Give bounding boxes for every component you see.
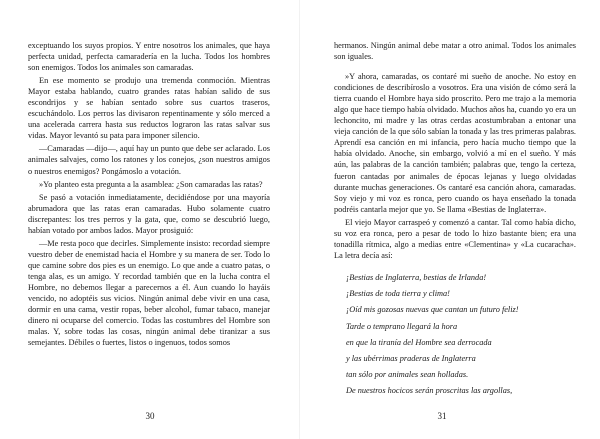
- paragraph: En ese momento se produjo una tremenda conmoción. Mientras Mayor estaba hablando, cuatro grandes ratas habían salido de sus escondrijos y se habían sentado sobre sus cuartos traseros, escuchándolo. Los perros las divisaron repentinamente y sólo merced a una acelerada carrera hasta sus reductos lograron las ratas salvar sus vidas. Mayor levantó su pata para imponer silencio.: [28, 76, 270, 141]
- paragraph: »Y ahora, camaradas, os contaré mi sueño de anoche. No estoy en condiciones de describíroslo a vosotros. Era una visión de cómo será la tierra cuando el Hombre haya sido proscrito. Pero me trajo a la memoria algo que hace tiempo había olvidado. Muchos años ha, cuando yo era un lechoncito, mi madre y las otras cerdas acostumbraban a entonar una vieja canción de la que sólo sabían la tonada y las tres primeras palabras. Aprendí esa canción en mi infancia, pero hacía mucho tiempo que la había olvidado. Anoche, sin embargo, volvió a mí en el sueño. Y más aún, las palabras de la canción también; palabras que, tengo la certeza, fueron cantadas por animales de épocas lejanas y luego olvidadas durante muchas generaciones. Os cantaré esa canción ahora, camaradas. Soy viejo y mi voz es ronca, pero cuando os haya enseñado la tonada podréis cantarla mejor que yo. Se llama «Bestias de Inglaterra».: [334, 72, 576, 214]
- paragraph: El viejo Mayor carraspeó y comenzó a cantar. Tal como había dicho, su voz era ronca, pero a pesar de todo lo hizo bastante bien; era una tonadilla rítmica, algo a medias entre «Clementina» y «La cucaracha». La letra decía así:: [334, 217, 576, 260]
- verse-line: ¡Bestias de Inglaterra, bestias de Irlanda!: [346, 272, 487, 282]
- paragraph: Se pasó a votación inmediatamente, decidiéndose por una mayoría abrumadora que las ratas eran camaradas. Hubo solamente cuatro discrepantes: los tres perros y la gata, que, como se descubrió luego, habían votado por ambos lados. Mayor prosiguió:: [28, 192, 270, 235]
- right-page-text: [334, 40, 576, 400]
- page-number-right: 31: [437, 411, 447, 421]
- song-verse: [334, 270, 576, 400]
- verse-line: tan sólo por animales sean holladas.: [346, 370, 469, 380]
- verse-line: ¡Oíd mis gozosas nuevas que cantan un futuro feliz!: [346, 305, 519, 315]
- paragraph: »Yo planteo esta pregunta a la asamblea: ¿Son camaradas las ratas?: [39, 179, 263, 189]
- verse-line: ¡Bestias de toda tierra y clima!: [346, 289, 450, 299]
- paragraph: —Me resta poco que decirles. Simplemente insisto: recordad siempre vuestro deber de enemistad hacia el Hombre y su manera de ser. Todo lo que camine sobre dos pies es un enemigo. Lo que ande a cuatro patas, o tenga alas, es un amigo. Y recordad también que en la lucha contra el Hombre, no debemos llegar a parecernos a él. Aun cuando lo hayáis vencido, no adoptéis sus vicios. Ningún animal debe vivir en una casa, dormir en una cama, vestir ropas, beber alcohol, fumar tabaco, manejar dinero ni ocuparse del comercio. Todas las costumbres del Hombre son malas. Y, sobre todas las cosas, ningún animal debe tiranizar a sus semejantes. Débiles o fuertes, listos o ingenuos, todos somos: [28, 238, 270, 348]
- left-page-text: [28, 40, 270, 350]
- verse-line: y las ubérrimas praderas de Inglaterra: [346, 353, 476, 363]
- page-number-left: 30: [145, 411, 155, 421]
- verse-line: De nuestros hocicos serán proscritas las argollas,: [346, 386, 513, 396]
- right-page: [300, 0, 600, 439]
- paragraph: —Camaradas —dijo—, aquí hay un punto que debe ser aclarado. Los animales salvajes, como los ratones y los conejos, ¿son nuestros amigos o nuestros enemigos? Pongámoslo a votación.: [28, 144, 270, 176]
- paragraph: hermanos. Ningún animal debe matar a otro animal. Todos los animales son iguales.: [334, 41, 576, 62]
- paragraph: exceptuando los suyos propios. Y entre nosotros los animales, que haya perfecta unidad, perfecta camaradería en la lucha. Todos los hombres son enemigos. Todos los animales son camaradas.: [28, 41, 270, 73]
- verse-line: en que la tiranía del Hombre sea derrocada: [346, 337, 492, 347]
- verse-line: Tarde o temprano llegará la hora: [346, 321, 458, 331]
